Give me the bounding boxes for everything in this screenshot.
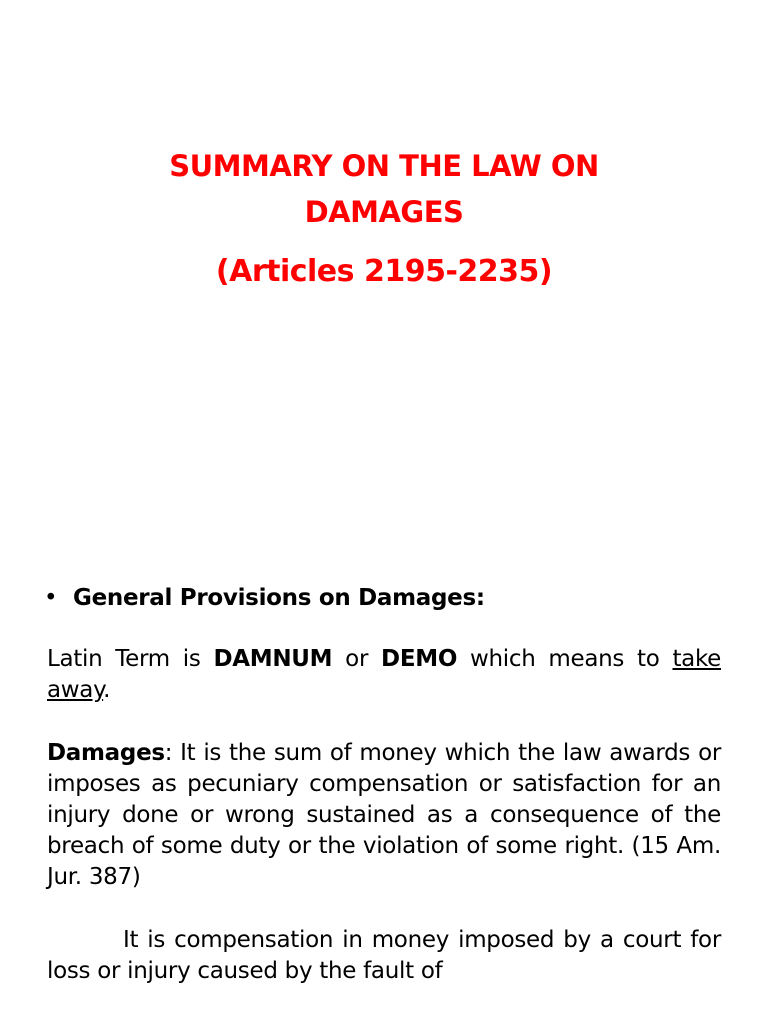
body-content (44, 583, 722, 987)
latin-suffix: which means to (457, 646, 673, 672)
title-block (0, 143, 768, 295)
damages-term: Damages (47, 740, 165, 766)
damages-definition-text: : It is the sum of money which the law awards or imposes as pecuniary compensation or satisfaction for an injury done or wrong sustained as a consequence of the breach of some duty or the violation of some right. (15 Am. Jur. 387) (47, 740, 721, 890)
latin-term-paragraph (47, 644, 721, 706)
latin-end: . (103, 677, 111, 703)
latin-term-damnum: DAMNUM (213, 646, 333, 672)
latin-underlined-meaning: take away (47, 646, 722, 703)
latin-prefix: Latin Term is (47, 646, 214, 672)
compensation-paragraph: It is compensation in money imposed by a court for loss or injury caused by the fault of (47, 927, 721, 984)
title-line-1: SUMMARY ON THE LAW ON (169, 149, 599, 183)
latin-connector: or (332, 646, 382, 672)
title-articles: (Articles 2195-2235) (215, 254, 553, 289)
section-heading (44, 583, 721, 614)
latin-term-demo: DEMO (381, 646, 458, 672)
bullet-icon: • (44, 585, 58, 611)
section-heading-text: General Provisions on Damages: (73, 585, 485, 611)
title-line-2: DAMAGES (304, 195, 464, 229)
damages-definition-paragraph (47, 738, 721, 893)
